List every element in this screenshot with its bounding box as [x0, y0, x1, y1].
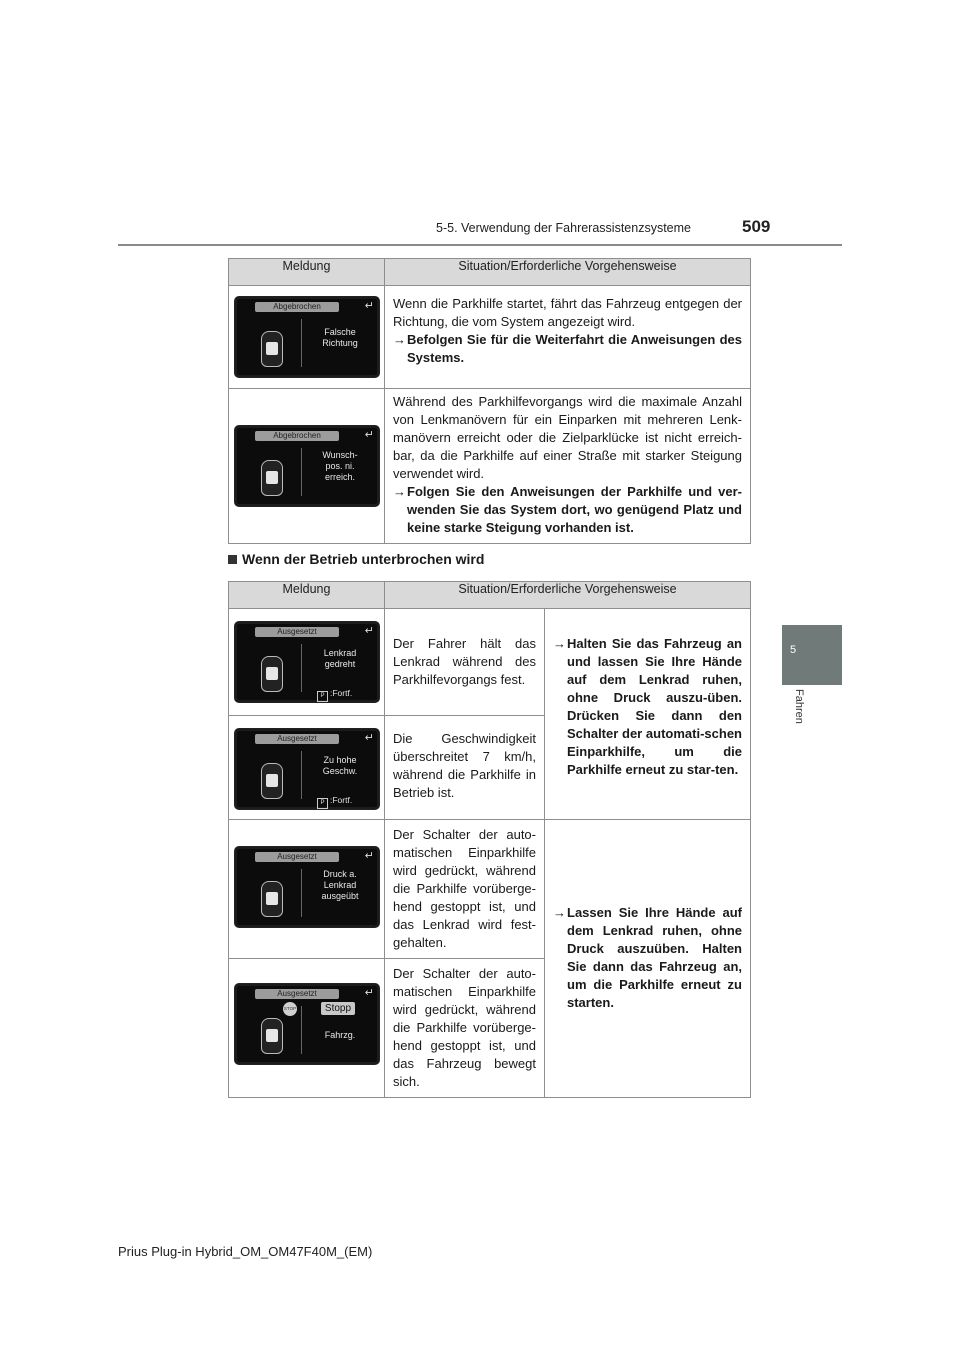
divider	[301, 319, 302, 367]
screen-message: Fahrzg.	[324, 1030, 356, 1040]
screen-message: Lenkrad gedreht	[323, 648, 357, 669]
car-icon	[261, 763, 283, 799]
screen-message: Wunsch- pos. ni. erreich.	[322, 450, 358, 482]
page-number: 509	[742, 217, 771, 236]
column-header-situation: Situation/Erforderliche Vorgehensweise	[385, 259, 751, 286]
header-rule	[118, 244, 842, 246]
status-pill: Ausgesetzt	[255, 989, 339, 999]
column-header-situation: Situation/Erforderliche Vorgehensweise	[385, 582, 751, 609]
arrow-icon: →	[393, 332, 406, 347]
message-screen-cell	[229, 716, 385, 820]
divider	[301, 448, 302, 496]
screen-message: Falsche Richtung	[322, 327, 358, 348]
display-screen	[234, 846, 380, 928]
arrow-icon: →	[553, 904, 566, 920]
situation-text: Wenn die Parkhilfe startet, fährt das Fahrzeug entgegen der Richtung, die vom System angezeigt wird.	[393, 296, 742, 329]
divider	[301, 1006, 302, 1054]
car-icon	[261, 1018, 283, 1054]
situation-cell	[385, 959, 545, 1098]
section-title: Wenn der Betrieb unterbrochen wird	[228, 551, 484, 567]
chapter-number: 5	[790, 644, 797, 656]
car-icon	[261, 460, 283, 496]
screen-message: Zu hohe Geschw.	[322, 755, 358, 776]
situation-cell	[385, 820, 545, 959]
situation-text: Während des Parkhilfevorgangs wird die maximale Anzahl von Lenkmanövern für ein Einparken mit mehreren Lenk-manövern erreicht oder die Zielparklücke ist nicht erreich-bar, da die Parkhilfe auf einer Straße mit starker Steigung verwendet wird.	[393, 394, 742, 481]
back-arrow-icon: ↵	[364, 429, 374, 441]
back-arrow-icon: ↵	[364, 732, 374, 744]
action-instruction: → Befolgen Sie für die Weiterfahrt die Anweisungen des Systems.	[393, 332, 742, 365]
chapter-label: Fahren	[793, 689, 805, 724]
footer-document-id: Prius Plug-in Hybrid_OM_OM47F40M_(EM)	[118, 1244, 373, 1259]
arrow-icon: →	[393, 484, 406, 499]
status-pill: Ausgesetzt	[255, 734, 339, 744]
back-arrow-icon: ↵	[364, 625, 374, 637]
message-screen-cell	[229, 609, 385, 716]
action-instruction: → Lassen Sie Ihre Hände auf dem Lenkrad ruhen, ohne Druck auszuüben. Halten Sie dann das Fahrzeug an, um die Parkhilfe erneut zu starten.	[553, 904, 742, 1010]
car-icon	[261, 656, 283, 692]
display-screen	[234, 983, 380, 1065]
divider	[301, 751, 302, 799]
stop-badge-icon: STOP	[283, 1002, 297, 1016]
status-pill: Ausgesetzt	[255, 852, 339, 862]
display-screen	[234, 296, 380, 378]
message-table-2	[228, 581, 751, 1098]
square-bullet-icon	[228, 555, 237, 564]
situation-cell	[385, 609, 545, 716]
action-instruction: → Folgen Sie den Anweisungen der Parkhilfe und ver-wenden Sie das System dort, wo genügend Platz und keine starke Steigung vorhanden ist.	[393, 484, 742, 535]
divider	[301, 869, 302, 917]
action-cell	[545, 609, 751, 820]
message-screen-cell	[229, 959, 385, 1098]
arrow-icon: →	[553, 636, 566, 651]
message-screen-cell	[229, 389, 385, 544]
display-screen	[234, 425, 380, 507]
status-pill: Abgebrochen	[255, 302, 339, 312]
message-screen-cell	[229, 286, 385, 389]
situation-cell	[385, 389, 751, 544]
screen-message: Druck a. Lenkrad ausgeübt	[321, 869, 359, 901]
continue-hint: P :Fortf.	[317, 795, 352, 809]
display-screen	[234, 728, 380, 810]
back-arrow-icon: ↵	[364, 987, 374, 999]
stop-label: Stopp	[321, 1002, 355, 1015]
situation-cell	[385, 286, 751, 389]
display-screen	[234, 621, 380, 703]
action-cell	[545, 820, 751, 1098]
action-instruction: → Halten Sie das Fahrzeug an und lassen Sie Ihre Hände auf dem Lenkrad ruhen, ohne Druck auszu-üben. Drücken Sie dann den Schalter der automati-schen Einparkhilfe, um die Parkhilfe erneut zu star-ten.	[553, 636, 742, 777]
situation-text: Der Fahrer hält das Lenkrad während des Parkhilfevorgangs fest.	[393, 636, 536, 687]
status-pill: Ausgesetzt	[255, 627, 339, 637]
page-header-title: 5-5. Verwendung der Fahrerassistenzsysteme	[436, 221, 691, 235]
situation-text: Der Schalter der auto-matischen Einparkhilfe wird gedrückt, während die Parkhilfe vorüberge-hend gestoppt ist, und das Lenkrad wird fest-gehalten.	[393, 827, 536, 950]
divider	[301, 644, 302, 692]
back-arrow-icon: ↵	[364, 300, 374, 312]
continue-hint: P :Fortf.	[317, 688, 352, 702]
parking-switch-icon: P	[317, 691, 328, 702]
parking-switch-icon: P	[317, 798, 328, 809]
back-arrow-icon: ↵	[364, 850, 374, 862]
column-header-meldung: Meldung	[229, 582, 385, 609]
situation-cell	[385, 716, 545, 820]
status-pill: Abgebrochen	[255, 431, 339, 441]
message-table-1	[228, 258, 751, 544]
situation-text: Die Geschwindigkeit überschreitet 7 km/h, während die Parkhilfe in Betrieb ist.	[393, 731, 536, 800]
column-header-meldung: Meldung	[229, 259, 385, 286]
car-icon	[261, 331, 283, 367]
message-screen-cell	[229, 820, 385, 959]
car-icon	[261, 881, 283, 917]
situation-text: Der Schalter der auto-matischen Einparkhilfe wird gedrückt, während die Parkhilfe vorüberge-hend gestoppt ist, und das Fahrzeug bewegt sich.	[393, 966, 536, 1089]
